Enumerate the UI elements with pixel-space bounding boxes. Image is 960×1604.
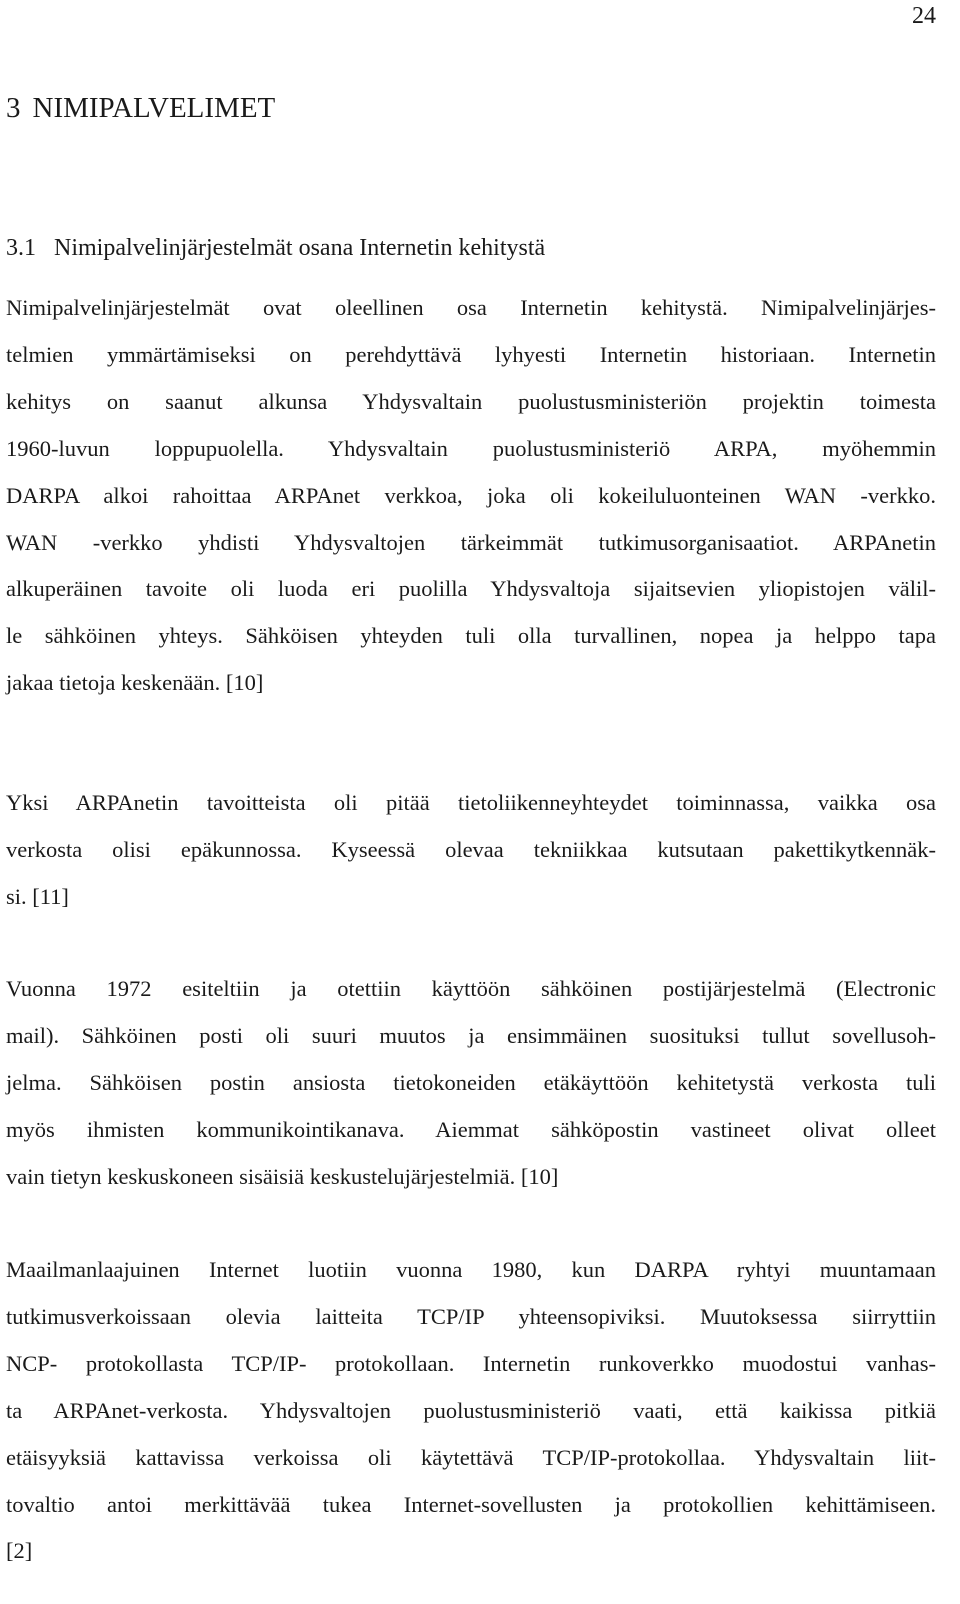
text-line: kehitys on saanut alkunsa Yhdysvaltain puolustusministeriön projektin toimesta [6,388,936,414]
text-line: DARPA alkoi rahoittaa ARPAnet verkkoa, joka oli kokeiluluonteinen WAN -verkko. [6,482,936,508]
page-number: 24 [912,3,936,29]
text-line: Nimipalvelinjärjestelmät ovat oleellinen osa Internetin kehitystä. Nimipalvelinjärjes- [6,295,936,320]
text-line: [2] [6,1538,33,1564]
chapter-title: NIMIPALVELIMET [32,92,276,124]
text-line: jelma. Sähköisen postin ansiosta tietokoneiden etäkäyttöön kehitetystä verkosta tuli [6,1069,936,1095]
text-line: vain tietyn keskuskoneen sisäisiä keskustelujärjestelmiä. [10] [6,1163,559,1189]
text-line: etäisyyksiä kattavissa verkoissa oli käytettävä TCP/IP-protokollaa. Yhdysvaltain liit- [6,1444,936,1470]
text-line: jakaa tietoja keskenään. [10] [6,670,264,696]
text-line: ta ARPAnet-verkosta. Yhdysvaltojen puolustusministeriö vaati, että kaikissa pitkiä [6,1397,936,1423]
section-heading [6,232,545,264]
section-number: 3.1 [6,235,36,261]
paragraph-1 [6,285,936,707]
section-title: Nimipalvelinjärjestelmät osana Internetin kehitystä [54,235,546,261]
text-line: myös ihmisten kommunikointikanava. Aiemmat sähköpostin vastineet olivat olleet [6,1116,936,1142]
text-line: alkuperäinen tavoite oli luoda eri puolilla Yhdysvaltoja sijaitsevien yliopistojen välil- [6,576,936,602]
text-line: WAN -verkko yhdisti Yhdysvaltojen tärkeimmät tutkimusorganisaatiot. ARPAnetin [6,529,936,555]
chapter-number: 3 [6,92,21,124]
paragraph-2 [6,780,936,921]
paragraph-3 [6,966,936,1201]
text-line: telmien ymmärtämiseksi on perehdyttävä lyhyesti Internetin historiaan. Internetin [6,341,936,367]
text-line: Maailmanlaajuinen Internet luotiin vuonna 1980, kun DARPA ryhtyi muuntamaan [6,1257,936,1282]
text-line: Vuonna 1972 esiteltiin ja otettiin käyttöön sähköinen postijärjestelmä (Electronic [6,976,936,1001]
text-line: 1960-luvun loppupuolella. Yhdysvaltain puolustusministeriö ARPA, myöhemmin [6,435,936,461]
text-line: NCP- protokollasta TCP/IP- protokollaan. Internetin runkoverkko muodostui vanhas- [6,1350,936,1376]
text-line: tovaltio antoi merkittävää tukea Internet-sovellusten ja protokollien kehittämiseen. [6,1491,936,1517]
text-line: si. [11] [6,883,69,909]
text-line: Yksi ARPAnetin tavoitteista oli pitää tietoliikenneyhteydet toiminnassa, vaikka osa [6,790,936,815]
chapter-heading [6,90,275,126]
text-line: verkosta olisi epäkunnossa. Kyseessä olevaa tekniikkaa kutsutaan pakettikytkennäk- [6,836,936,862]
paragraph-4 [6,1247,936,1575]
text-line: le sähköinen yhteys. Sähköisen yhteyden tuli olla turvallinen, nopea ja helppo tapa [6,623,936,649]
text-line: tutkimusverkoissaan olevia laitteita TCP/IP yhteensopiviksi. Muutoksessa siirryttiin [6,1303,936,1329]
text-line: mail). Sähköinen posti oli suuri muutos ja ensimmäinen suosituksi tullut sovellusoh- [6,1022,936,1048]
